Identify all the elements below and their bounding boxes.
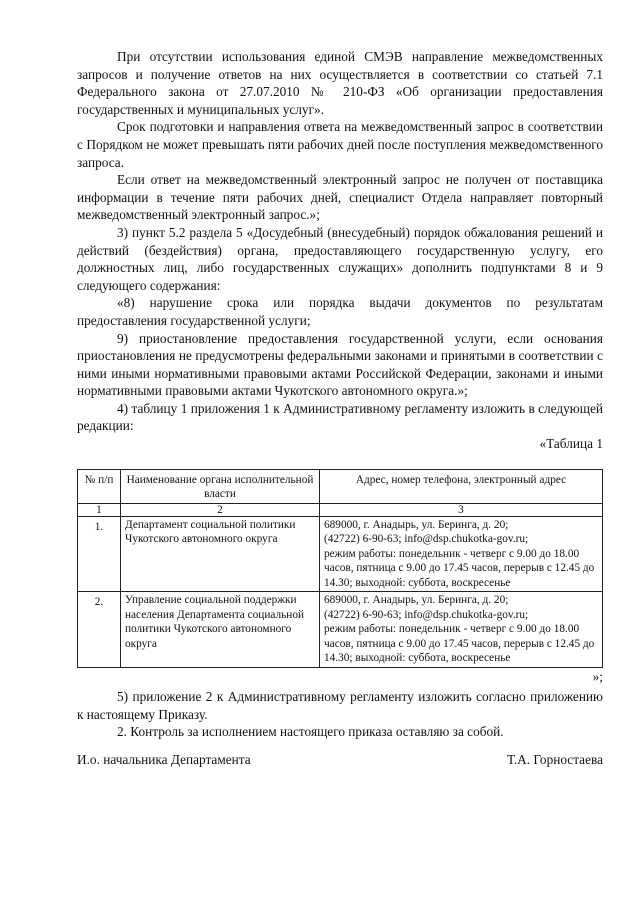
paragraph: 2. Контроль за исполнением настоящего приказа оставляю за собой.	[117, 724, 504, 740]
table-header-row	[78, 469, 603, 503]
paragraph: Срок подготовки и направления ответа на межведомственный запрос в соответствии с Порядком не может превышать пяти рабочих дней после поступления межведомственного запроса.	[77, 119, 603, 170]
working-hours: режим работы: понедельник - четверг с 9.00 до 18.00 часов, пятница с 9.00 до 17.45 часов, перерыв с 12.45 до 14.30; выходной: суббота, воскресенье	[324, 547, 595, 589]
signer-name: Т.А. Горностаева	[507, 752, 603, 767]
table-row	[78, 516, 603, 592]
table-caption: «Таблица 1	[539, 436, 603, 452]
header-organ: Наименование органа исполнительной власти	[121, 469, 320, 503]
contact-info	[320, 516, 603, 592]
paragraph: 9) приостановление предоставления государственной услуги, если основания приостановления не предусмотрены федеральными законами и принятыми в соответствии с ними иными нормативными правовыми актами Российской Федерации, законами и иными нормативными правовыми актами Чукотского автономного округа.»;	[77, 330, 603, 399]
organizations-table	[77, 469, 603, 668]
paragraph: «8) нарушение срока или порядка выдачи документов по результатам предоставления государственной услуги;	[77, 295, 603, 328]
phone-email: (42722) 6-90-63; info@dsp.chukotka-gov.ru;	[324, 608, 529, 621]
header-address: Адрес, номер телефона, электронный адрес	[320, 469, 603, 503]
row-number: 2.	[78, 592, 121, 668]
table-index-row	[78, 503, 603, 516]
index-cell: 2	[121, 503, 320, 516]
paragraph: 3) пункт 5.2 раздела 5 «Досудебный (внесудебный) порядок обжалования решений и действий (бездействия) органа, предоставляющего государственную услугу, его должностных лиц, либо государственных служащих» дополнить подпунктами 8 и 9 следующего содержания:	[77, 224, 603, 293]
paragraph: 4) таблицу 1 приложения 1 к Административному регламенту изложить в следующей редакции:	[77, 400, 603, 434]
row-number: 1.	[78, 516, 121, 592]
phone-email: (42722) 6-90-63; info@dsp.chukotka-gov.ru;	[324, 533, 529, 546]
working-hours: режим работы: понедельник - четверг с 9.00 до 18.00 часов, пятница с 9.00 до 17.45 часов, перерыв с 12.45 до 14.30; выходной: суббота, воскресенье	[324, 623, 595, 665]
address: 689000, г. Анадырь, ул. Беринга, д. 20;	[324, 518, 509, 531]
signer-position: И.о. начальника Департамента	[77, 752, 251, 767]
contact-info	[320, 592, 603, 668]
paragraph: 5) приложение 2 к Административному регламенту изложить согласно приложению к настоящему Приказу.	[77, 689, 603, 722]
organ-name: Управление социальной поддержки населения Департамента социальной политики Чукотского автономного округа	[121, 592, 320, 668]
document-body	[77, 48, 603, 741]
table-row	[78, 592, 603, 668]
index-cell: 3	[320, 503, 603, 516]
paragraph: При отсутствии использования единой СМЭВ направление межведомственных запросов и получение ответов на них осуществляется в соответствии со статьей 7.1 Федерального закона от 27.07.2010 № 210-ФЗ «Об организации предоставления государственных и муниципальных услуг».	[77, 49, 603, 117]
table-end-mark: »;	[592, 668, 603, 684]
index-cell: 1	[78, 503, 121, 516]
header-number: № п/п	[78, 469, 121, 503]
address: 689000, г. Анадырь, ул. Беринга, д. 20;	[324, 594, 509, 607]
organ-name: Департамент социальной политики Чукотского автономного округа	[121, 516, 320, 592]
paragraph: Если ответ на межведомственный электронный запрос не получен от поставщика информации в течение пяти рабочих дней, специалист Отдела направляет повторный межведомственный электронный запрос.»;	[77, 172, 603, 223]
